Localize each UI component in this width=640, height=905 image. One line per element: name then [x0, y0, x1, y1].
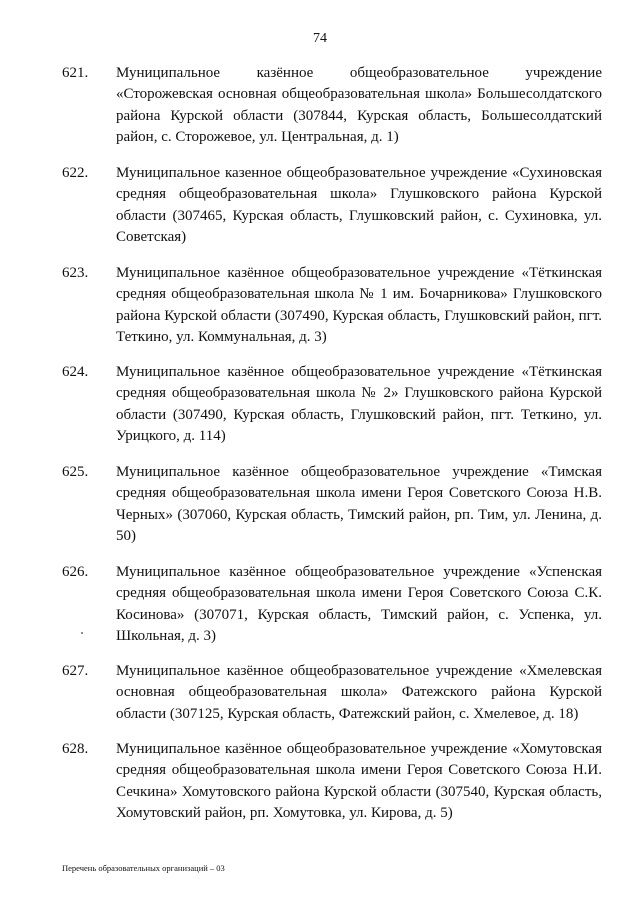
item-number: 622. [62, 165, 89, 181]
item-number: 628. [62, 741, 89, 757]
item-text: Муниципальное казённое общеобразовательное учреждение «Хомутовская средняя общеобразовательная школа имени Героя Советского Союза Н.И. Сечкина» Хомутовского района Курской области (307540, Курская область, Хомутовский район, рп. Хомутовка, ул. Кирова, д. 5) [116, 741, 602, 821]
page-number: 74 [313, 31, 327, 46]
item-text: Муниципальное казённое общеобразовательное учреждение «Тёткинская средняя общеобразовательная школа № 2» Глушковского района Курской области (307490, Курская область, Глушковский район, пгт. Теткино, ул. Урицкого, д. 114) [116, 364, 602, 444]
item-number: 626. [62, 564, 89, 580]
item-text: Муниципальное казённое общеобразовательное учреждение «Успенская средняя общеобразовательная школа имени Героя Советского Союза С.К. Косинова» (307071, Курская область, Тимский район, с. Успенка, ул. Школьная, д. 3) [116, 564, 602, 644]
item-number: 621. [62, 65, 89, 81]
item-number: 623. [62, 265, 89, 281]
item-text: Муниципальное казённое общеобразовательное учреждение «Хмелевская основная общеобразовательная школа» Фатежского района Курской области (307125, Курская область, Фатежский район, с. Хмелевое, д. 18) [116, 663, 602, 722]
footer-note: Перечень образовательных организаций – 03 [62, 863, 225, 873]
item-text: Муниципальное казённое общеобразовательное учреждение «Сторожевская основная общеобразовательная школа» Большесолдатского района Курской области (307844, Курская область, Большесолдатский район, с. Сторожевое, ул. Центральная, д. 1) [116, 65, 602, 145]
item-text: Муниципальное казённое общеобразовательное учреждение «Тимская средняя общеобразовательная школа имени Героя Советского Союза Н.В. Черных» (307060, Курская область, Тимский район, рп. Тим, ул. Ленина, д. 50) [116, 464, 602, 544]
scan-speck [81, 632, 83, 634]
item-text: Муниципальное казенное общеобразовательное учреждение «Сухиновская средняя общеобразовательная школа» Глушковского района Курской области (307465, Курская область, Глушковский район, с. Сухиновка, ул. Советская) [116, 165, 602, 245]
item-number: 627. [62, 663, 89, 679]
item-number: 624. [62, 364, 89, 380]
item-number: 625. [62, 464, 89, 480]
item-text: Муниципальное казённое общеобразовательное учреждение «Тёткинская средняя общеобразовательная школа № 1 им. Бочарникова» Глушковского района Курской области (307490, Курская область, Глушковский район, пгт. Теткино, ул. Коммунальная, д. 3) [116, 265, 602, 345]
